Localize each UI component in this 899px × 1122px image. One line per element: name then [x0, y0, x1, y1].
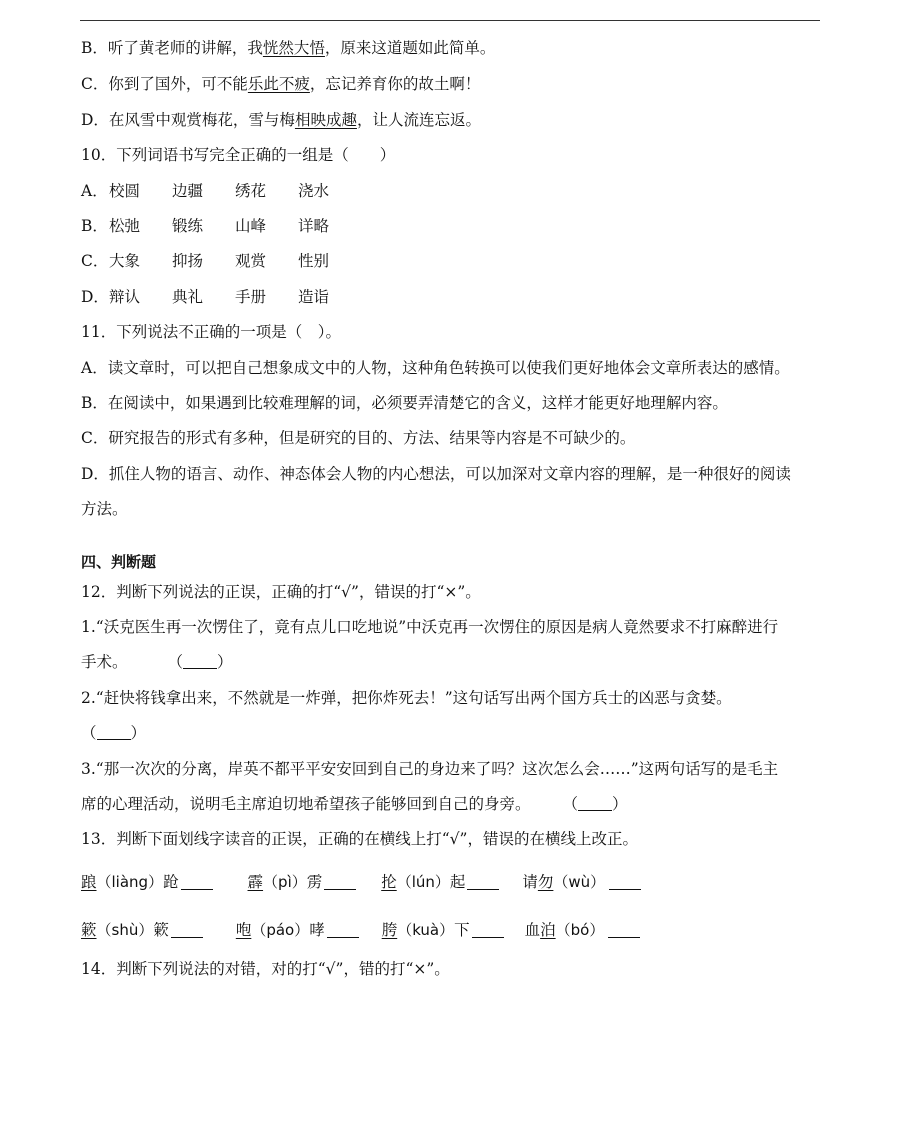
- q9-option-b: [81, 37, 495, 59]
- pinyin: （pì）: [263, 873, 307, 891]
- q10-b-word: 山峰: [235, 217, 267, 235]
- q12-stem: 12．判断下列说法的正误，正确的打“√”，错误的打“×”。: [81, 583, 481, 601]
- pinyin-item: [382, 918, 504, 942]
- underlined-char: 勿: [537, 873, 554, 891]
- q12-statement-2: 2.“赶快将钱拿出来，不然就是一炸弹，把你炸死去！”这句话写出两个国方兵士的凶恶与贪婪。: [81, 689, 732, 707]
- q10-b-word: 锻练: [172, 217, 204, 235]
- answer-line[interactable]: [467, 873, 499, 890]
- q12-statement-2-answer: [81, 722, 146, 744]
- q10-b-word: 松弛: [109, 217, 141, 235]
- q12-statement-3: 3.“那一次次的分离，岸英不都平平安安回到自己的身边来了吗？这次怎么会……”这两句话写的是毛主: [81, 760, 779, 778]
- answer-blank[interactable]: [183, 652, 217, 669]
- pinyin-item: [81, 918, 203, 942]
- q11-option-c: C．研究报告的形式有多种，但是研究的目的、方法、结果等内容是不可缺少的。: [81, 429, 636, 447]
- q10-d-word: 典礼: [172, 288, 204, 306]
- answer-blank[interactable]: [97, 723, 131, 740]
- header-rule: [80, 20, 820, 21]
- pinyin: （páo）: [251, 921, 310, 939]
- paren-close: ）: [217, 653, 233, 671]
- q10-c-word: 性别: [298, 252, 330, 270]
- q10-option-b: [81, 215, 361, 237]
- word-pre: 血: [524, 921, 541, 939]
- q10-c-word: 大象: [109, 252, 141, 270]
- section-title: 四、判断题: [81, 553, 157, 571]
- paren-close: ）: [612, 795, 628, 813]
- paren-open: （: [167, 653, 184, 671]
- q9-option-c: [81, 73, 480, 95]
- q13-stem: 13．判断下面划线字读音的正误，正确的在横线上打“√”，错误的在横线上改正。: [81, 830, 638, 848]
- q9-b-post: ，原来这道题如此简单。: [324, 39, 496, 57]
- q12-statement-3-cont: [81, 793, 628, 815]
- word-rest: 簌: [153, 921, 169, 939]
- q12-s1-end: 手术。: [81, 653, 128, 671]
- word-rest: 下: [454, 921, 470, 939]
- pinyin-item: [81, 870, 213, 894]
- word-rest: 跄: [163, 873, 179, 891]
- q11-stem: 11．下列说法不正确的一项是（ ）。: [81, 323, 341, 341]
- pinyin-row-2: [81, 918, 654, 942]
- pinyin: （kuà）: [397, 921, 455, 939]
- q10-d-word: 手册: [235, 288, 267, 306]
- q10-a-word: 浇水: [298, 182, 330, 200]
- underlined-char: 抡: [381, 873, 397, 891]
- q10-a-word: 校圆: [109, 182, 141, 200]
- q10-b-word: 详略: [298, 217, 330, 235]
- pinyin-item: [525, 918, 641, 942]
- q11-option-d-cont: 方法。: [81, 500, 128, 518]
- q10-stem: 10．下列词语书写完全正确的一组是（ ）: [81, 146, 396, 164]
- q10-c-word: 观赏: [235, 252, 267, 270]
- q12-statement-1-cont: [81, 651, 233, 673]
- q10-d-word: 造诣: [298, 288, 330, 306]
- paren-close: ）: [130, 724, 147, 742]
- underlined-char: 簌: [81, 921, 97, 939]
- q9-b-underlined: 恍然大悟: [262, 39, 325, 57]
- pinyin-item: [381, 870, 499, 894]
- q9-option-d: [81, 109, 481, 131]
- q10-c-word: 抑扬: [172, 252, 204, 270]
- underlined-char: 泊: [540, 921, 556, 939]
- answer-blank[interactable]: [578, 794, 612, 811]
- underlined-char: 胯: [381, 921, 398, 939]
- underlined-char: 霹: [247, 873, 264, 891]
- q9-d-post: ，让人流连忘返。: [356, 111, 481, 129]
- q10-d-word: 辩认: [109, 288, 141, 306]
- answer-line[interactable]: [472, 921, 504, 938]
- answer-line[interactable]: [324, 873, 356, 890]
- q12-s3-end: 席的心理活动，说明毛主席迫切地希望孩子能够回到自己的身旁。: [81, 795, 531, 813]
- q11-option-a: A．读文章时，可以把自己想象成文中的人物，这种角色转换可以使我们更好地体会文章所表达的感情。: [81, 359, 790, 377]
- q9-d-underlined: 相映成趣: [294, 111, 357, 129]
- word-rest: 雳: [306, 873, 323, 891]
- pinyin: （liàng）: [96, 873, 164, 891]
- answer-line[interactable]: [327, 921, 359, 938]
- word-rest: 哮: [309, 921, 325, 939]
- q10-a-word: 绣花: [235, 182, 267, 200]
- q9-d-pre: D．在风雪中观赏梅花，雪与梅: [81, 111, 295, 129]
- q10-c-label: C．: [81, 252, 109, 270]
- q10-a-label: A．: [81, 182, 108, 200]
- q10-a-word: 边疆: [172, 182, 204, 200]
- pinyin-item: [236, 918, 359, 942]
- underlined-char: 咆: [235, 921, 252, 939]
- q10-d-label: D．: [81, 288, 109, 306]
- answer-line[interactable]: [181, 873, 213, 890]
- answer-line[interactable]: [608, 921, 640, 938]
- pinyin: （wù）: [553, 873, 606, 891]
- pinyin-item: [522, 870, 641, 894]
- answer-line[interactable]: [609, 873, 641, 890]
- q9-c-underlined: 乐此不疲: [247, 75, 310, 93]
- q9-b-pre: B．听了黄老师的讲解，我: [81, 39, 263, 57]
- paren-open: （: [562, 795, 579, 813]
- paren-open: （: [81, 724, 97, 742]
- pinyin-row-1: [81, 870, 655, 894]
- pinyin: （bó）: [555, 921, 605, 939]
- pinyin-item: [248, 870, 357, 894]
- q11-option-d: D．抓住人物的语言、动作、神态体会人物的内心想法，可以加深对文章内容的理解，是一种很好的阅读: [81, 465, 791, 483]
- q10-option-d: [81, 286, 361, 308]
- answer-line[interactable]: [171, 921, 203, 938]
- q9-c-pre: C．你到了国外，可不能: [81, 75, 248, 93]
- q10-b-label: B．: [81, 217, 108, 235]
- pinyin: （shù）: [96, 921, 154, 939]
- word-rest: 起: [449, 873, 466, 891]
- pinyin: （lún）: [396, 873, 450, 891]
- q11-option-b: B．在阅读中，如果遇到比较难理解的词，必须要弄清楚它的含义，这样才能更好地理解内容。: [81, 394, 728, 412]
- q9-c-post: ，忘记养育你的故土啊！: [309, 75, 481, 93]
- underlined-char: 踉: [81, 873, 97, 891]
- q12-statement-1: 1.“沃克医生再一次愣住了，竟有点儿口吃地说”中沃克再一次愣住的原因是病人竟然要求不打麻醉进行: [81, 618, 779, 636]
- q10-option-a: [81, 180, 361, 202]
- q10-option-c: [81, 250, 361, 272]
- word-pre: 请: [522, 873, 538, 891]
- q14-stem: 14．判断下列说法的对错，对的打“√”，错的打“×”。: [81, 960, 450, 978]
